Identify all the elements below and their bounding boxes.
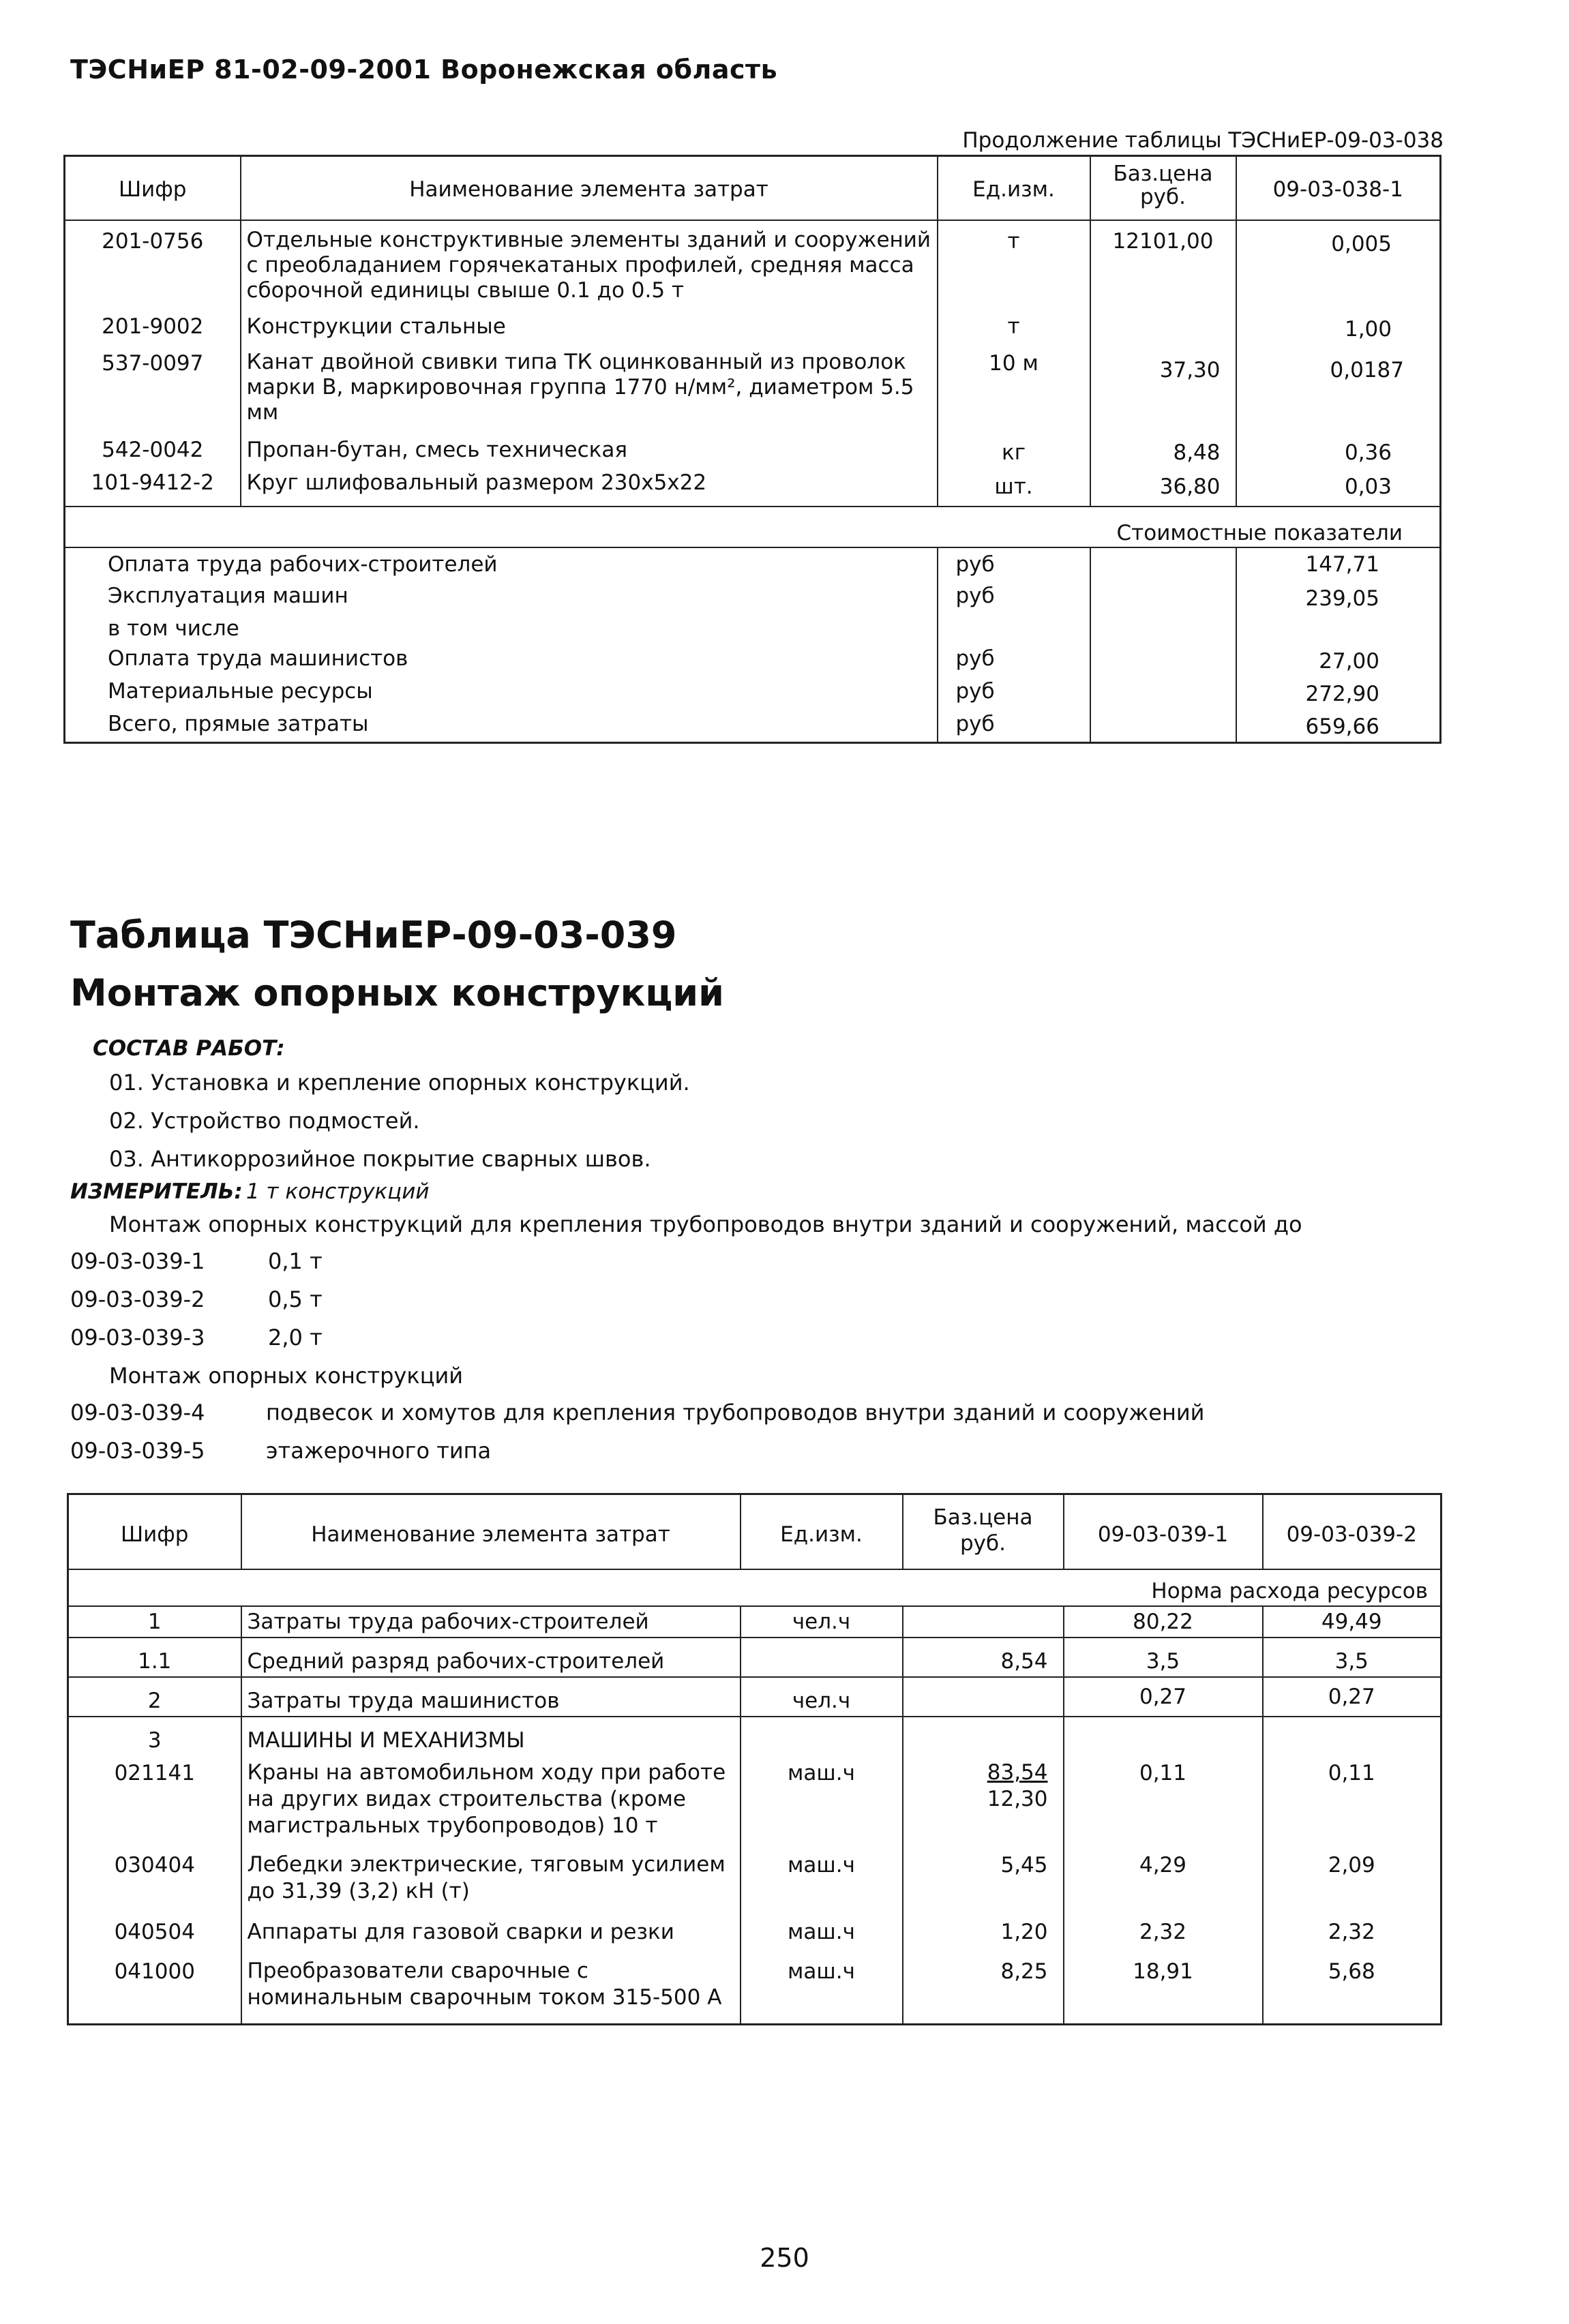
- table1-header-col1: 09-03-038-1: [1272, 177, 1403, 202]
- cell-v1: 80,22: [1064, 1606, 1263, 1638]
- item-code: 09-03-039-3: [70, 1325, 205, 1350]
- cell-unit: 10 м: [938, 344, 1090, 427]
- cell-name: Средний разряд рабочих-строителей: [241, 1638, 741, 1677]
- meter-value: 1 т конструкций: [245, 1179, 430, 1204]
- cost-label: Материальные ресурсы: [65, 676, 938, 709]
- table2-norm-row: [68, 1577, 1441, 1606]
- composition-label: СОСТАВ РАБОТ:: [93, 1036, 285, 1061]
- table1-header-price: Баз.цена руб.: [1090, 156, 1236, 221]
- cell-v1: 3,5: [1064, 1638, 1263, 1677]
- cell-unit: [741, 1638, 903, 1677]
- cell-unit: т: [938, 220, 1090, 305]
- cell-name: Пропан-бутан, смесь техническая: [241, 427, 938, 468]
- table2-header-code: Шифр: [68, 1494, 241, 1570]
- table1-header-unit: Ед.изм.: [938, 156, 1090, 221]
- cell-v2: 2,09: [1328, 1853, 1375, 1877]
- cell-name: Конструкции стальные: [241, 305, 938, 344]
- cell-name: Краны на автомобильном ходу при работе на других видах строительства (кроме магистральных трубопроводов) 10 т: [241, 1755, 741, 1841]
- cell-price: [903, 1606, 1064, 1638]
- cell-price-group: [903, 1755, 1064, 1841]
- cell-v2: 0,11: [1328, 1761, 1375, 1785]
- section-subtitle: Монтаж опорных конструкций: [70, 971, 724, 1014]
- table-title: Таблица ТЭСНиЕР-09-03-039: [70, 914, 677, 956]
- cost-unit: руб: [938, 547, 1090, 581]
- table1-header-name: Наименование элемента затрат: [241, 156, 938, 221]
- table2-header-name: Наименование элемента затрат: [241, 1494, 741, 1570]
- cell-code: 537-0097: [65, 344, 241, 427]
- table-row: [68, 1906, 1441, 1947]
- table-row: [65, 468, 1441, 507]
- cell-code: 3: [68, 1717, 241, 1755]
- cell-value: 0,36: [1344, 440, 1392, 465]
- cell-v2: 5,68: [1328, 1959, 1375, 1984]
- table-row: [65, 344, 1441, 427]
- item-code: 09-03-039-1: [70, 1248, 205, 1274]
- cell-unit: маш.ч: [741, 1906, 903, 1947]
- table2-header-unit: Ед.изм.: [741, 1494, 903, 1570]
- cell-price-secondary: 12,30: [987, 1787, 1048, 1811]
- cost-value: 147,71: [1305, 552, 1379, 577]
- code-list-item: [70, 1248, 205, 1275]
- cell-name: Лебедки электрические, тяговым усилием до 31,39 (3,2) кН (т): [241, 1841, 741, 1906]
- cell-code: 1.1: [68, 1638, 241, 1677]
- cost-value: 272,90: [1305, 682, 1379, 706]
- cell-unit: маш.ч: [741, 1841, 903, 1906]
- table-row: [68, 1677, 1441, 1717]
- work-item: 01. Установка и крепление опорных конструкций.: [109, 1070, 690, 1096]
- cell-price: 8,54: [903, 1638, 1064, 1677]
- cost-row: [65, 581, 1441, 614]
- cost-row: [65, 547, 1441, 581]
- table2-header-col2: 09-03-039-2: [1286, 1522, 1417, 1547]
- cell-code: 021141: [68, 1755, 241, 1841]
- cell-value: 0,005: [1331, 232, 1392, 256]
- cell-value: 0,03: [1344, 474, 1392, 499]
- item-text: 2,0 т: [268, 1325, 323, 1350]
- cell-price: 1,20: [903, 1906, 1064, 1947]
- cell-code: 041000: [68, 1947, 241, 2025]
- page-number: 250: [760, 2243, 809, 2273]
- cost-unit: руб: [938, 581, 1090, 614]
- cell-v1: 18,91: [1064, 1947, 1263, 2025]
- cell-name: Аппараты для газовой сварки и резки: [241, 1906, 741, 1947]
- table1-cost-section-row: [65, 507, 1441, 519]
- table-row: [68, 1841, 1441, 1906]
- cost-label: Всего, прямые затраты: [65, 709, 938, 743]
- cell-name: Затраты труда рабочих-строителей: [241, 1606, 741, 1638]
- item-code: 09-03-039-2: [70, 1286, 205, 1312]
- table2-header-price: Баз.цена руб.: [903, 1494, 1064, 1570]
- cost-row: [65, 644, 1441, 676]
- table2-norm-spacer: [68, 1569, 1441, 1577]
- cell-name: Преобразователи сварочные с номинальным сварочным током 315-500 А: [241, 1947, 741, 2025]
- cell-v1: 4,29: [1064, 1841, 1263, 1906]
- table1-header-row: [65, 156, 1441, 221]
- cell-price: 8,25: [903, 1947, 1064, 2025]
- cell-v2: 49,49: [1321, 1610, 1382, 1634]
- cell-price: 12101,00: [1090, 220, 1236, 305]
- cell-price: 5,45: [903, 1841, 1064, 1906]
- cost-row: [65, 676, 1441, 709]
- cell-code: 040504: [68, 1906, 241, 1947]
- table-row: [68, 1638, 1441, 1677]
- cost-section-label: Стоимостные показатели: [1116, 521, 1403, 545]
- table-row: [65, 427, 1441, 468]
- cell-unit: маш.ч: [741, 1755, 903, 1841]
- table2-header-col1: 09-03-039-1: [1064, 1494, 1263, 1570]
- work-item: 03. Антикоррозийное покрытие сварных швов.: [109, 1146, 651, 1172]
- cell-v2: 3,5: [1334, 1649, 1369, 1674]
- cell-name: Отдельные конструктивные элементы зданий и сооружений с преобладанием горячекатаных профилей, средняя масса сборочной единицы свыше 0.1 до 0.5 т: [241, 220, 938, 305]
- cost-unit: руб: [938, 676, 1090, 709]
- table-09-03-039: [67, 1493, 1442, 2025]
- cell-unit: чел.ч: [741, 1606, 903, 1638]
- cost-row: [65, 614, 1441, 644]
- table2-header-row: [68, 1494, 1441, 1570]
- cell-unit: т: [938, 305, 1090, 344]
- cell-unit: шт.: [938, 468, 1090, 507]
- table-row: [68, 1606, 1441, 1638]
- cell-code: 2: [68, 1677, 241, 1717]
- meter-line: [70, 1179, 430, 1204]
- item-code: 09-03-039-5: [70, 1438, 205, 1464]
- work-item: 02. Устройство подмостей.: [109, 1108, 420, 1134]
- intro-text: Монтаж опорных конструкций: [109, 1363, 464, 1389]
- table-row: [68, 1717, 1441, 1755]
- cell-v1: 0,27: [1064, 1677, 1263, 1717]
- cell-price: 36,80: [1090, 468, 1236, 507]
- item-text: подвесок и хомутов для крепления трубопроводов внутри зданий и сооружений: [266, 1400, 1205, 1425]
- table-09-03-038: [63, 155, 1441, 744]
- cell-unit: чел.ч: [741, 1677, 903, 1717]
- cell-v2: 2,32: [1328, 1920, 1375, 1944]
- cost-value: 239,05: [1305, 586, 1379, 611]
- cell-price: [903, 1677, 1064, 1717]
- intro-text: Монтаж опорных конструкций для крепления трубопроводов внутри зданий и сооружений, массой до: [109, 1211, 1302, 1237]
- item-text: 0,5 т: [268, 1286, 323, 1312]
- cell-price: [1090, 305, 1236, 344]
- cost-label: Эксплуатация машин: [65, 581, 938, 614]
- cell-name: Затраты труда машинистов: [241, 1677, 741, 1717]
- table-row: [68, 1755, 1441, 1841]
- cell-value: 0,0187: [1330, 358, 1404, 382]
- table1-cost-label-row: [65, 519, 1441, 547]
- cell-unit: маш.ч: [741, 1947, 903, 2025]
- table1-header-code: Шифр: [65, 156, 241, 221]
- cell-code: 101-9412-2: [65, 468, 241, 507]
- norm-label: Норма расхода ресурсов: [1151, 1579, 1428, 1603]
- cell-code: 542-0042: [65, 427, 241, 468]
- cost-label: Оплата труда машинистов: [65, 644, 938, 676]
- table-row: [65, 220, 1441, 305]
- cell-price: 8,48: [1090, 427, 1236, 468]
- table1-continuation-caption: Продолжение таблицы ТЭСНиЕР-09-03-038: [962, 128, 1444, 153]
- cell-code: 030404: [68, 1841, 241, 1906]
- cost-unit: руб: [938, 644, 1090, 676]
- cell-price: 83,54: [987, 1760, 1048, 1785]
- document-header: ТЭСНиЕР 81-02-09-2001 Воронежская область: [70, 55, 778, 85]
- cell-name: Круг шлифовальный размером 230х5х22: [241, 468, 938, 507]
- cost-row: [65, 709, 1441, 743]
- cell-name: МАШИНЫ И МЕХАНИЗМЫ: [241, 1717, 741, 1755]
- meter-label: ИЗМЕРИТЕЛЬ:: [70, 1179, 243, 1204]
- item-text: 0,1 т: [268, 1248, 323, 1274]
- cell-price: 37,30: [1090, 344, 1236, 427]
- cell-v1: 2,32: [1064, 1906, 1263, 1947]
- table-row: [65, 305, 1441, 344]
- cell-code: 1: [68, 1606, 241, 1638]
- cell-v2: 0,27: [1328, 1685, 1375, 1709]
- table-row: [68, 1947, 1441, 2025]
- cost-value: 659,66: [1305, 714, 1379, 739]
- cell-name: Канат двойной свивки типа ТК оцинкованный из проволок марки В, маркировочная группа 1770 н/мм², диаметром 5.5 мм: [241, 344, 938, 427]
- cell-v1: 0,11: [1064, 1755, 1263, 1841]
- cell-value: 1,00: [1344, 317, 1392, 342]
- cell-code: 201-0756: [65, 220, 241, 305]
- item-text: этажерочного типа: [266, 1438, 492, 1464]
- item-code: 09-03-039-4: [70, 1400, 205, 1425]
- cost-value: 27,00: [1319, 649, 1379, 674]
- cell-unit: кг: [938, 427, 1090, 468]
- cell-code: 201-9002: [65, 305, 241, 344]
- cost-unit: руб: [938, 709, 1090, 743]
- cost-label: в том числе: [65, 614, 938, 644]
- cost-label: Оплата труда рабочих-строителей: [65, 547, 938, 581]
